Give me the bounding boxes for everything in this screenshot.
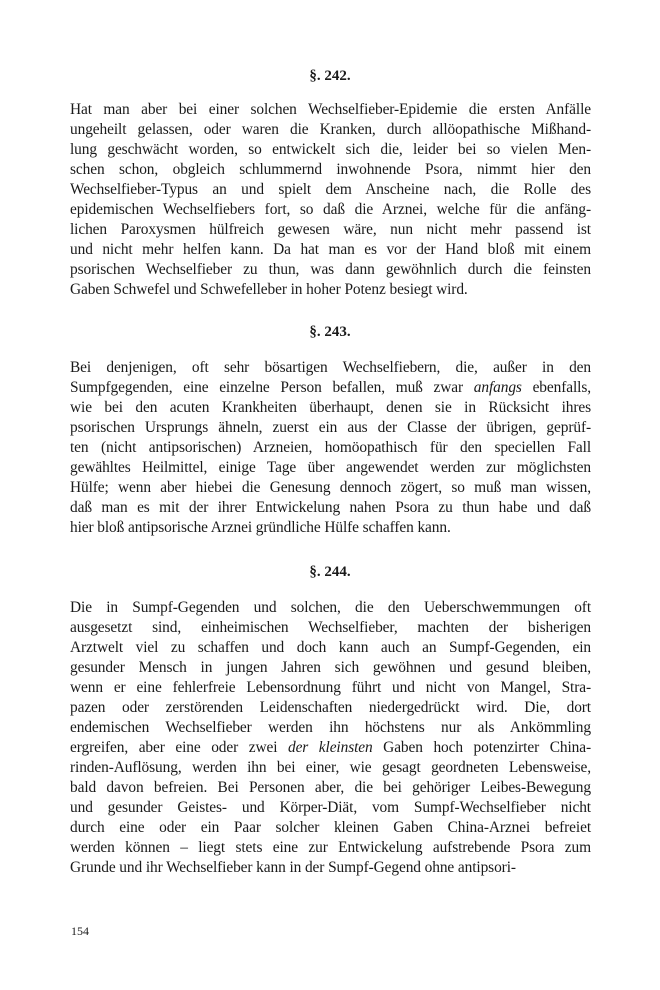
emphasis-text: anfangs <box>473 379 522 396</box>
text-line <box>70 378 591 398</box>
text-segment: Wechselfieber-Typus an und spielt dem Anscheine nach, die Rolle des <box>70 181 591 198</box>
text-line <box>70 698 591 718</box>
text-segment: Arztwelt viel zu schaffen und doch kann auch an Sumpf-Gegenden, ein <box>70 639 591 656</box>
text-segment: Gaben hoch potenzirter China- <box>372 739 591 756</box>
text-segment: wie bei den acuten Krankheiten überhaupt, denen sie in Rücksicht ihres <box>70 399 591 416</box>
text-line <box>70 718 591 738</box>
emphasis-text: der kleinsten <box>287 739 373 756</box>
text-line <box>70 100 591 120</box>
section-242-text <box>70 100 591 300</box>
section-heading-244: §. 244. <box>309 564 351 580</box>
text-line <box>70 498 591 518</box>
section-heading-242: §. 242. <box>309 68 351 84</box>
text-segment: lung geschwächt worden, so entwickelt sich die, leider bei so vielen Men- <box>70 141 591 158</box>
text-line <box>70 160 591 180</box>
text-segment: ergreifen, aber eine oder zwei <box>70 739 288 756</box>
page-number: 154 <box>71 924 89 938</box>
text-segment: Grunde und ihr Wechselfieber kann in der Sumpf-Gegend ohne antipsori- <box>70 859 516 876</box>
text-line <box>70 858 591 878</box>
text-line <box>70 658 591 678</box>
text-segment: ebenfalls, <box>521 379 591 396</box>
text-segment: ten (nicht antipsorischen) Arzneien, homöopathisch für den speciellen Fall <box>70 439 591 456</box>
text-line <box>70 638 591 658</box>
text-segment: Gaben Schwefel und Schwefelleber in hoher Potenz besiegt wird. <box>70 281 468 298</box>
text-line <box>70 358 591 378</box>
text-segment: wenn er eine fehlerfreie Lebensordnung führt und nicht von Mangel, Stra- <box>70 679 591 696</box>
text-line <box>70 240 591 260</box>
text-segment: bald davon befreien. Bei Personen aber, die bei gehöriger Leibes-Bewegung <box>70 779 591 796</box>
text-segment: psorischen Wechselfieber zu thun, was dann gewöhnlich durch die feinsten <box>70 261 591 278</box>
text-segment: ungeheilt gelassen, oder waren die Kranken, durch allöopathische Mißhand- <box>70 121 591 138</box>
text-line <box>70 778 591 798</box>
text-line <box>70 200 591 220</box>
text-line <box>70 518 591 538</box>
text-line <box>70 398 591 418</box>
section-243-text <box>70 358 591 538</box>
text-segment: psorischen Ursprungs ähneln, zuerst ein aus der Classe der übrigen, geprüf- <box>70 419 591 436</box>
text-line <box>70 418 591 438</box>
text-line <box>70 678 591 698</box>
text-segment: pazen oder zerstörenden Leidenschaften niedergedrückt wird. Die, dort <box>70 699 591 716</box>
text-segment: und nicht mehr helfen kann. Da hat man es vor der Hand bloß mit einem <box>70 241 591 258</box>
text-line <box>70 120 591 140</box>
text-line <box>70 140 591 160</box>
text-segment: Hat man aber bei einer solchen Wechselfieber-Epidemie die ersten Anfälle <box>70 101 591 118</box>
section-244-text <box>70 598 591 878</box>
section-heading-243: §. 243. <box>309 324 351 340</box>
text-line <box>70 220 591 240</box>
text-line <box>70 838 591 858</box>
text-line <box>70 260 591 280</box>
text-segment: gewähltes Heilmittel, einige Tage über angewendet werden zur möglichsten <box>70 459 591 476</box>
text-line <box>70 478 591 498</box>
text-line <box>70 438 591 458</box>
text-segment: epidemischen Wechselfiebers fort, so daß die Arznei, welche für die anfäng- <box>70 201 591 218</box>
text-segment: endemischen Wechselfieber werden ihn höchstens nur als Ankömmling <box>70 719 591 736</box>
text-line <box>70 618 591 638</box>
text-line <box>70 458 591 478</box>
text-line <box>70 280 591 300</box>
text-segment: hier bloß antipsorische Arznei gründliche Hülfe schaffen kann. <box>70 519 451 536</box>
text-segment: gesunder Mensch in jungen Jahren sich gewöhnen und gesund bleiben, <box>70 659 591 676</box>
text-segment: werden können – liegt stets eine zur Entwickelung aufstrebende Psora zum <box>70 839 591 856</box>
text-segment: ausgesetzt sind, einheimischen Wechselfieber, machten der bisherigen <box>70 619 591 636</box>
text-segment: Hülfe; wenn aber hiebei die Genesung dennoch zögert, so muß man wissen, <box>70 479 591 496</box>
text-line <box>70 598 591 618</box>
text-segment: Bei denjenigen, oft sehr bösartigen Wechselfiebern, die, außer in den <box>70 359 591 376</box>
text-segment: rinden-Auflösung, werden ihn bei einer, wie gesagt geordneten Lebensweise, <box>70 759 591 776</box>
text-segment: durch eine oder ein Paar solcher kleinen Gaben China-Arznei befreiet <box>70 819 591 836</box>
text-segment: Die in Sumpf-Gegenden und solchen, die den Ueberschwemmungen oft <box>70 599 591 616</box>
text-line <box>70 798 591 818</box>
text-segment: schen schon, obgleich schlummernd inwohnende Psora, nimmt hier den <box>70 161 591 178</box>
text-segment: und gesunder Geistes- und Körper-Diät, vom Sumpf-Wechselfieber nicht <box>70 799 591 816</box>
text-line <box>70 758 591 778</box>
text-line <box>70 818 591 838</box>
text-segment: lichen Paroxysmen hülfreich gewesen wäre, nun nicht mehr passend ist <box>70 221 591 238</box>
text-line <box>70 738 591 758</box>
text-line <box>70 180 591 200</box>
text-segment: daß man es mit der ihrer Entwickelung nahen Psora zu thun habe und daß <box>70 499 591 516</box>
text-segment: Sumpfgegenden, eine einzelne Person befallen, muß zwar <box>70 379 474 396</box>
